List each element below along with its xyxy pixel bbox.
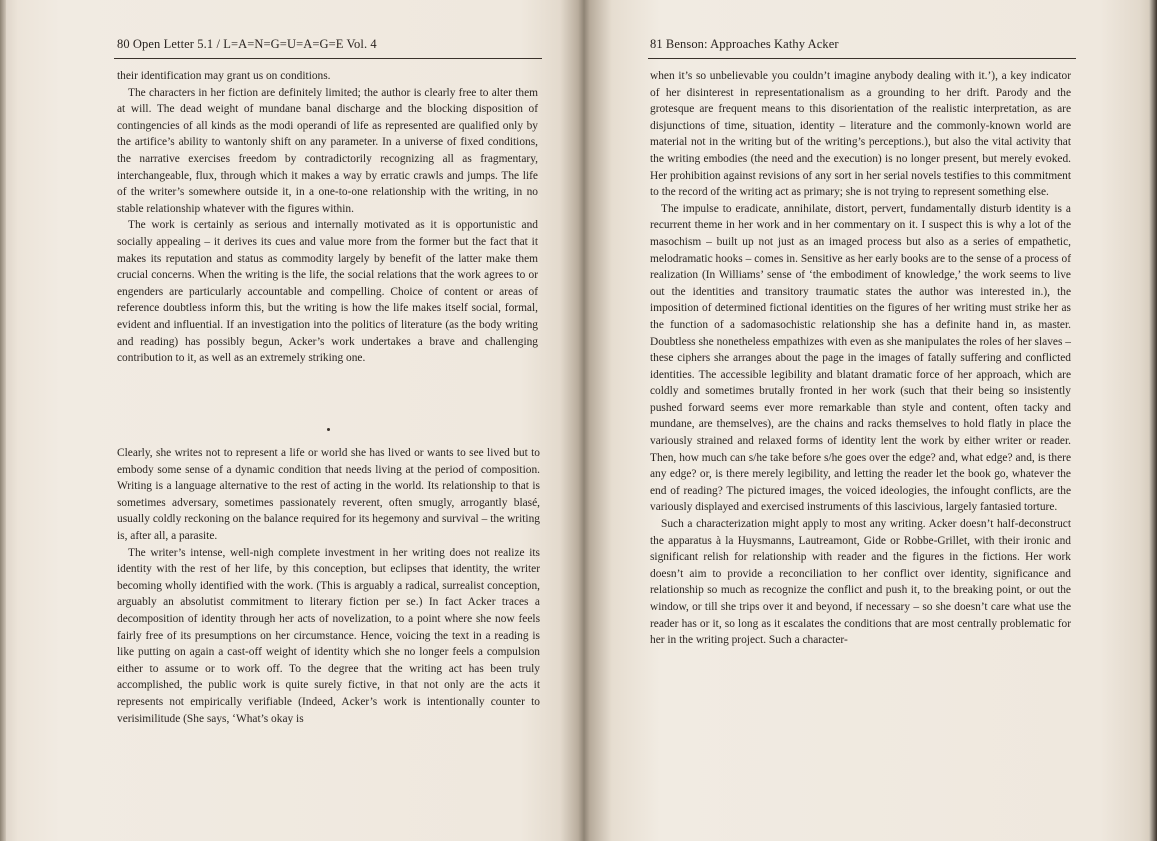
right-header-rule: [648, 58, 1076, 59]
paragraph: The writer’s intense, well-nigh complete investment in her writing does not realize its identity with the rest of her life, by this conception, but eclipses that identity, the writer becoming wholly identified with the work. (This is arguably a radical, surrealist conception, arguably an absolutist commitment to literary fiction per se.) In fact Acker traces a decomposition of identity through her acts of novelization, to a point where she now feels fairly free of its presumptions on her circumstance. Hence, voicing the text in a reading is like putting on again a cast-off weight of identity which she no longer feels a compulsion either to assume or to work off. To the degree that the writing act has been truly accomplished, the public work is quite surely fictive, in that not only are the acts it represents not empirically verifiable (Indeed, Acker’s work is intentionally counter to verisimilitude (She says, ‘What’s okay is: [117, 546, 540, 725]
right-page: [590, 0, 1157, 841]
left-text-block-2: [117, 445, 540, 727]
paragraph: The work is certainly as serious and internally motivated as it is opportunistic and socially appealing – it derives its cues and value more from the former but the fact that it makes its reputation and status as commodity largely by benefit of the latter make them crucial concerns. When the writing is the life, the social relations that the work agrees to or engenders are particularly accountable and compelling. Choice of content or areas of reference doubtless inform this, but the writing is how the life makes itself social, formal, evident and influential. If an investigation into the politics of literature (as the body writing and reading) has possibly begun, Acker’s work undertakes a brave and challenging contribution to it, as well as an extremely striking one.: [117, 219, 538, 365]
page-edge-right: [1149, 0, 1157, 841]
paragraph: Such a characterization might apply to most any writing. Acker doesn’t half-deconstruct the apparatus à la Huysmanns, Lautreamont, Gide or Robbe-Grillet, with their ironic and significant relish for relationship with reader and the figures in the fictions. Her work doesn’t aim to provide a reconciliation to her conflict over identity, significance and relationship so much as recognize the conflict and push it, to the breaking point, or out the window, or till she trips over it and beyond, if necessary – so she doesn’t care what use the reader has or it, so long as it escalates the conditions that are most centrally problematic for her in the writing project. Such a character-: [650, 518, 1071, 647]
paragraph: when it’s so unbelievable you couldn’t imagine anybody dealing with it.’), a key indicator of her disinterest in representationalism as a grounding to her drift. Parody and the grotesque are frequent means to this disorientation of the realistic interpretation, as are disjunctions of time, situation, identity – literature and the commonly-known world are material not in the writing but of the writing’s perceptions.), but also the vital activity that the writing embodies (the need and the execution) is no longer present, but merely evoked. Her prohibition against revisions of any sort in her serial novels testifies to this commitment to the record of the writing act as primary; she is not trying to represent something else.: [650, 70, 1071, 199]
paragraph: The impulse to eradicate, annihilate, distort, pervert, fundamentally disturb identity is a recurrent theme in her work and in her commentary on it. I suspect this is why a lot of the masochism – built up not just as an imaged process but also as a series of empathetic, melodramatic hooks – comes in. Sensitive as her early books are to the sense of a process of realization (In Williams’ sense of ‘the embodiment of knowledge,’ the work seems to live out the identities and transitory traumatic states the author was interested in.), the imposition of determined fictional identities on the figures of her writing must strike her as the function of a sadomasochistic relationship she has a definite hand in, as master. Doubtless she nonetheless empathizes with even as she manipulates the roles of her slaves – these ciphers she arranges about the page in the images of fatally suffering and conflicted identities. The accessible legibility and blatant dramatic force of her approach, which are coldly and sometimes brutally fronted in her work (such that their being so insistently pushed forward seems ever more remarkable than style and content, often tacky and mundane, are themselves), are the chains and racks themselves to hold flatly in place the variously strained and relaxed forms of identity lent the work by either writer or reader. Then, how much can s/he take before s/he goes over the edge? and, what edge? and, is there any edge? or, is there merely legibility, and letting the reader let the book go, whatever the end of reading? The pictured images, the voiced ideologies, the infought conflicts, are the variously displayed and exercised instruments of this lascivious, largely fantasied torture.: [650, 202, 1071, 514]
paragraph: The characters in her fiction are definitely limited; the author is clearly free to alter them at will. The dead weight of mundane banal discharge and the blocking disposition of contingencies of all kinds as the modi operandi of life as represented are qualified only by the artifice’s ability to wantonly shift on any parameter. In a universe of fixed conditions, the narrative exercises freedom by contradictorily recognizing all as fragmentary, interchangeable, flux, through which it makes a way by erratic crawls and jumps. The life of the writer’s somewhere outside it, in a one-to-one relationship with the writing, in no stable relationship whatever with the figures within.: [117, 86, 538, 215]
right-page-header: 81 Benson: Approaches Kathy Acker: [650, 37, 839, 51]
left-header-rule: [114, 58, 542, 59]
paragraph: Clearly, she writes not to represent a life or world she has lived or wants to see lived but to embody some sense of a dynamic condition that needs living at the period of composition. Writing is a language alternative to the rest of acting in the world. Its relationship to that is sometimes adversary, sometimes passionately reverent, often smugly, arrogantly blasé, usually coldly reckoning on the balance required for its hegemony and survival – the writing is, after all, a parasite.: [117, 447, 540, 542]
left-page-header: 80 Open Letter 5.1 / L=A=N=G=U=A=G=E Vol. 4: [117, 37, 377, 51]
section-separator-dot: [327, 428, 330, 431]
right-text-block: [650, 68, 1071, 649]
paragraph: their identification may grant us on conditions.: [117, 70, 331, 82]
left-text-block-1: [117, 68, 538, 367]
